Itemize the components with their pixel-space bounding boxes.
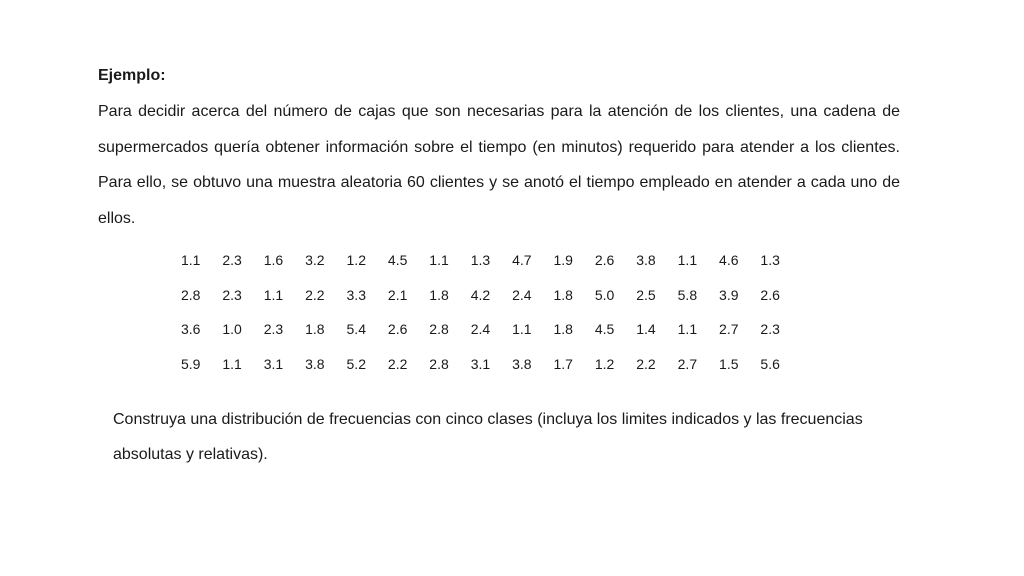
table-cell: 1.1	[677, 252, 698, 269]
table-cell: 5.6	[760, 355, 780, 372]
table-cell: 2.8	[429, 355, 449, 372]
task-instruction: Construya una distribución de frecuencias con cinco clases (incluya los limites indicados y las frecuencias absolutas y relativas).	[113, 411, 863, 463]
table-cell: 1.4	[636, 321, 656, 338]
table-cell: 1.8	[553, 321, 573, 338]
table-cell: 5.4	[346, 321, 366, 338]
table-cell: 5.9	[180, 355, 201, 372]
table-cell: 2.1	[387, 286, 408, 303]
table-cell: 2.5	[636, 286, 656, 303]
table-row	[170, 278, 791, 313]
table-cell: 1.1	[512, 321, 532, 338]
data-table	[170, 243, 791, 381]
table-cell: 1.2	[346, 252, 366, 269]
table-cell: 2.3	[263, 321, 284, 338]
table-cell: 4.5	[594, 321, 615, 338]
table-cell: 2.8	[429, 321, 449, 338]
table-cell: 1.1	[263, 286, 284, 303]
table-cell: 1.8	[305, 321, 325, 338]
table-cell: 2.6	[594, 252, 615, 269]
problem-statement: Para decidir acerca del número de cajas que son necesarias para la atención de los clientes, una cadena de supermercados quería obtener información sobre el tiempo (en minutos) requerido para atender a los clientes. Para ello, se obtuvo una muestra aleatoria 60 clientes y se anotó el tiempo empleado en atender a cada uno de ellos.	[98, 103, 900, 227]
table-cell: 4.2	[470, 286, 491, 303]
table-cell: 1.1	[677, 321, 698, 338]
table-cell: 1.1	[180, 252, 201, 269]
table-cell: 1.0	[222, 321, 242, 338]
table-cell: 3.8	[636, 252, 656, 269]
table-cell: 2.8	[180, 286, 201, 303]
table-cell: 2.4	[512, 286, 532, 303]
table-cell: 2.6	[387, 321, 408, 338]
table-cell: 1.3	[470, 252, 491, 269]
table-cell: 3.6	[180, 321, 201, 338]
table-cell: 2.3	[222, 286, 242, 303]
table-row	[170, 347, 791, 382]
table-cell: 1.6	[263, 252, 284, 269]
table-cell: 3.8	[512, 355, 532, 372]
table-cell: 4.7	[512, 252, 532, 269]
data-table-body	[170, 243, 791, 381]
table-cell: 2.6	[760, 286, 780, 303]
table-cell: 2.7	[677, 355, 698, 372]
table-cell: 1.7	[553, 355, 573, 372]
table-cell: 1.1	[222, 355, 242, 372]
table-row	[170, 243, 791, 278]
table-cell: 5.2	[346, 355, 366, 372]
table-row	[170, 312, 791, 347]
table-cell: 4.6	[719, 252, 739, 269]
table-cell: 2.2	[387, 355, 408, 372]
table-cell: 3.2	[305, 252, 325, 269]
table-cell: 5.0	[594, 286, 615, 303]
table-cell: 3.1	[470, 355, 491, 372]
table-cell: 2.2	[305, 286, 325, 303]
table-cell: 1.2	[594, 355, 615, 372]
table-cell: 2.3	[222, 252, 242, 269]
table-cell: 3.1	[263, 355, 284, 372]
table-cell: 1.9	[553, 252, 573, 269]
table-cell: 3.9	[719, 286, 739, 303]
table-cell: 1.8	[429, 286, 449, 303]
table-cell: 1.8	[553, 286, 573, 303]
table-cell: 5.8	[677, 286, 698, 303]
table-cell: 1.1	[429, 252, 449, 269]
table-cell: 3.3	[346, 286, 366, 303]
table-cell: 2.2	[636, 355, 656, 372]
table-cell: 1.3	[760, 252, 780, 269]
table-cell: 2.7	[719, 321, 739, 338]
table-cell: 2.3	[760, 321, 780, 338]
table-cell: 4.5	[387, 252, 408, 269]
table-cell: 1.5	[719, 355, 739, 372]
example-heading: Ejemplo:	[98, 67, 166, 84]
table-cell: 3.8	[305, 355, 325, 372]
table-cell: 2.4	[470, 321, 491, 338]
